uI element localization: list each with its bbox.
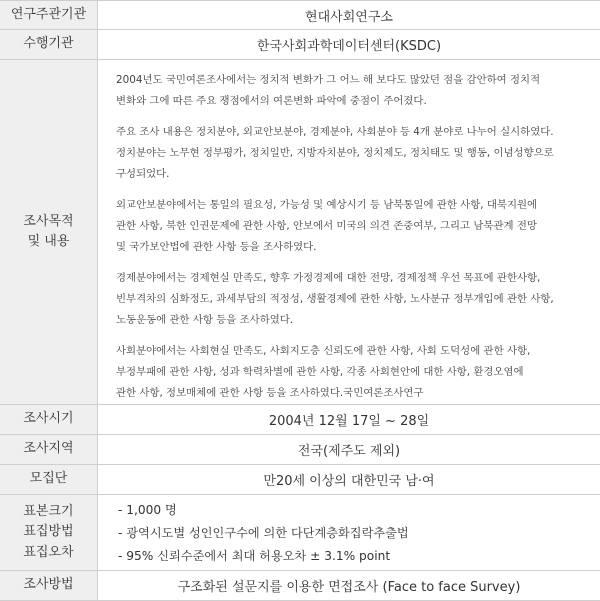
- purpose-paragraph-1: 2004년도 국민여론조사에서는 정치적 변화가 그 어느 해 보다도 많았던 점을 감안하여 정치적 변화와 그에 따른 주요 쟁점에서의 여론변화 파악에 중점이 주어졌다.: [116, 74, 541, 107]
- purpose-paragraph-4: 경제분야에서는 경제현실 만족도, 향후 가정경제에 대한 전망, 경제정책 우선 목표에 관한사항, 빈부격차의 심화정도, 과세부담의 적정성, 생활경제에 관한 사항, 노사분규 정부개입에 관한 사항, 노동운동에 관한 사항 등을 조사하였다.: [116, 272, 554, 326]
- label-sampling-error: 표집오차: [23, 544, 74, 560]
- label-sample-size: 표본크기: [23, 504, 74, 520]
- label-population: 모집단: [0, 465, 98, 494]
- value-sample-size: - 1,000 명: [118, 503, 177, 517]
- row-org: [0, 0, 600, 30]
- value-purpose: [98, 60, 600, 404]
- row-exec: [0, 30, 600, 60]
- purpose-paragraph-3: 외교안보분야에서는 통일의 필요성, 가능성 및 예상시기 등 남북통일에 관한 사항, 대북지원에 관한 사항, 북한 인권문제에 관한 사항, 안보에서 미국의 의견 존중여부, 그리고 남북관계 전망 및 국가보안법에 관한 사항 등을 조사하였다.: [116, 199, 538, 253]
- value-population: 만20세 이상의 대한민국 남·여: [263, 474, 435, 489]
- value-method: 구조화된 설문지를 이용한 면접조사 (Face to face Survey): [177, 580, 521, 595]
- value-sampling-error: - 95% 신뢰수준에서 최대 허용오차 ± 3.1% point: [118, 549, 391, 563]
- label-region: 조사지역: [0, 435, 98, 464]
- value-region: 전국(제주도 제외): [297, 444, 401, 459]
- value-exec: 한국사회과학데이터센터(KSDC): [256, 39, 442, 54]
- purpose-paragraph-2: 주요 조사 내용은 정치분야, 외교안보분야, 경제분야, 사회분야 등 4개 분야로 나누어 실시하였다. 정치분야는 노무현 정부평가, 정치일반, 지방자치분야, 정치제도, 정치태도 및 행동, 이념성향으로 구성되었다.: [116, 126, 554, 180]
- label-method: 조사방법: [0, 571, 98, 600]
- label-purpose: 조사목적 및 내용: [0, 60, 98, 404]
- row-region: [0, 435, 600, 465]
- label-sample: [0, 495, 98, 570]
- label-exec: 수행기관: [0, 30, 98, 59]
- label-org: 연구주관기관: [0, 1, 98, 29]
- label-sampling-method: 표집방법: [23, 524, 74, 540]
- label-period: 조사시기: [0, 405, 98, 434]
- row-period: [0, 405, 600, 435]
- purpose-paragraph-5: 사회분야에서는 사회현실 만족도, 사회지도층 신뢰도에 관한 사항, 사회 도덕성에 관한 사항, 부정부패에 관한 사항, 성과 학력차별에 관한 사항, 각종 사회현안에 대한 사항, 환경오염에 관한 사항, 정보매체에 관한 사항 등을 조사하였다.국민여론조사연구: [116, 345, 531, 399]
- row-purpose: [0, 60, 600, 405]
- value-period: 2004년 12월 17일 ~ 28일: [268, 414, 430, 429]
- value-sample: [98, 495, 600, 570]
- row-population: [0, 465, 600, 495]
- row-sample: [0, 495, 600, 571]
- value-org: 현대사회연구소: [305, 9, 393, 25]
- value-sampling-method: - 광역시도별 성인인구수에 의한 다단계층화집락추출법: [118, 526, 409, 540]
- row-method: [0, 571, 600, 601]
